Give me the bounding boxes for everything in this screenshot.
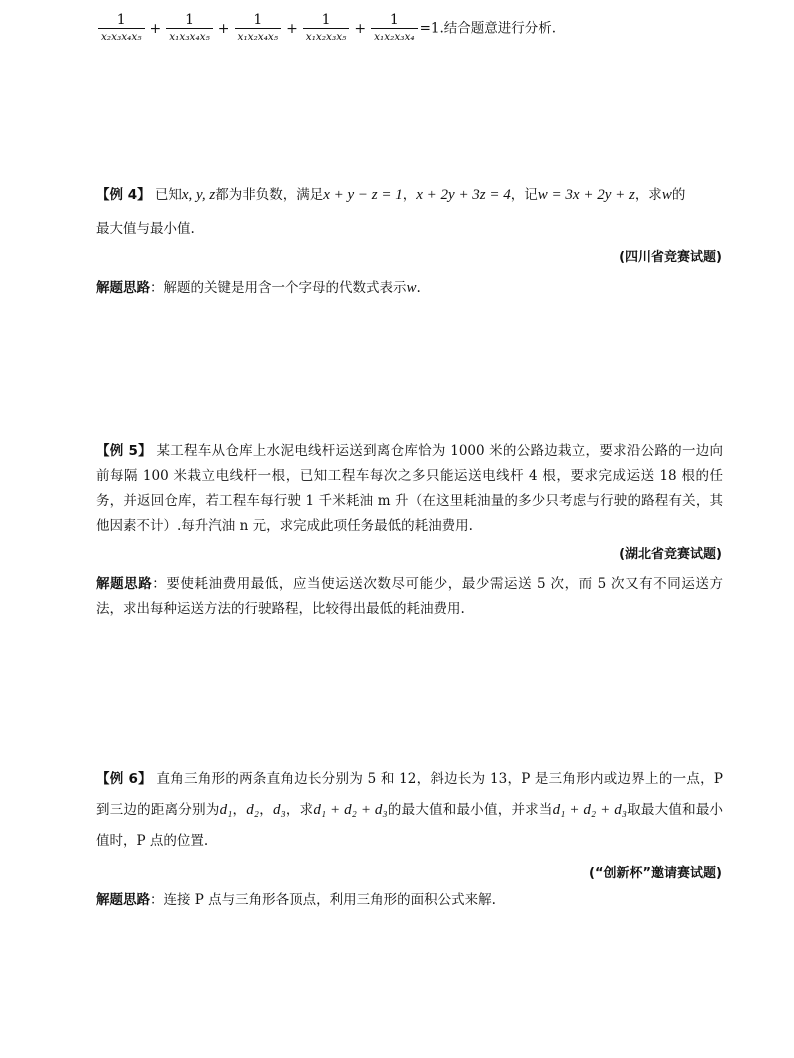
example-6-problem: 【例 6】 直角三角形的两条直角边长分别为 5 和 12，斜边长为 13，P 是三角形内或边界上的一点，P 到三边的距离分别为d₁，d₂，d₃，求d₁ + d₂ + d₃的最大值和最小值，并求当d₁ + d₂ + d₃取最大值和最小值时，P 点的位置. (96, 771, 724, 849)
fraction-1: $\frac{1}{\text{x₂x₃x₄x₅}}$ (98, 12, 145, 45)
example-5-text: 某工程车从仓库上水泥电线杆运送到离仓库恰为 1000 米的公路边栽立，要求沿公路的一边向前每隔 100 米栽立电线杆一根，已知工程车每次之多只能运送电线杆 4 根，要求完成运送 18 根的任务，并返回仓库，若工程车每行驶 1 千米耗油 m 升（在这里耗油量的多少只考虑与行驶的路程有关，其他因素不计）.每升汽油 n 元，求完成此项任务最低的耗油费用. (96, 443, 723, 534)
example-5-source: (湖北省竞赛试题) (619, 547, 722, 562)
example-5-problem (96, 439, 723, 539)
fraction-3: $\frac{1}{\text{x₁x₂x₄x₅}}$ (235, 12, 282, 45)
intro-formula-line: $\frac{1}{\text{x₂x₃x₄x₅}}$ + $\frac{1}{\text{x₁x₃x₄x₅}}$ + $\frac{1}{\text{x₁x₂x₄x₅}}$ + $\frac{1}{\text{x₁x₂x₃x₅}}$ + $\frac{1}{\text{x₁x₂x₃x₄}}$ =1.结合题意进行分析. (96, 8, 723, 49)
intro-tail: =1.结合题意进行分析. (419, 20, 557, 37)
fraction-4: $\frac{1}{\text{x₁x₂x₃x₅}}$ (303, 12, 350, 45)
fraction-5: $\frac{1}{\text{x₁x₂x₃x₄}}$ (371, 12, 418, 45)
example-6-source: (“创新杯”邀请赛试题) (589, 866, 722, 881)
example-5-label: 【例 5】 (96, 443, 152, 459)
example-5-hint: 解题思路：要使耗油费用最低，应当使运送次数尽可能少，最少需运送 5 次，而 5 次又有不同运送方法，求出每种运送方法的行驶路程，比较得出最低的耗油费用. (96, 576, 724, 617)
example-4-hint: 解题思路：解题的关键是用含一个字母的代数式表示w. (96, 280, 421, 296)
fraction-2: $\frac{1}{\text{x₁x₃x₄x₅}}$ (166, 12, 213, 45)
hint-label: 解题思路 (96, 280, 150, 296)
math-eq1: x + y − z = 1 (323, 187, 403, 203)
example-4-line2: 最大值与最小值. (96, 221, 195, 237)
example-6-label: 【例 6】 (96, 771, 152, 787)
example-4-problem: 【例 4】 已知x, y, z都为非负数，满足x + y − z = 1，x + 2y + 3z = 4，记w = 3x + 2y + z，求w的 最大值与最小值. (96, 187, 686, 237)
example-4-source: (四川省竞赛试题) (619, 250, 722, 265)
math-vars: x, y, z (181, 187, 216, 203)
example-4-label: 【例 4】 (96, 187, 151, 203)
hint-label: 解题思路 (96, 576, 153, 592)
hint-label: 解题思路 (96, 892, 150, 908)
math-eq2: x + 2y + 3z = 4 (416, 187, 511, 203)
example-6-hint: 解题思路：连接 P 点与三角形各顶点，利用三角形的面积公式来解. (96, 892, 496, 908)
math-eq3: w = 3x + 2y + z (537, 187, 635, 203)
